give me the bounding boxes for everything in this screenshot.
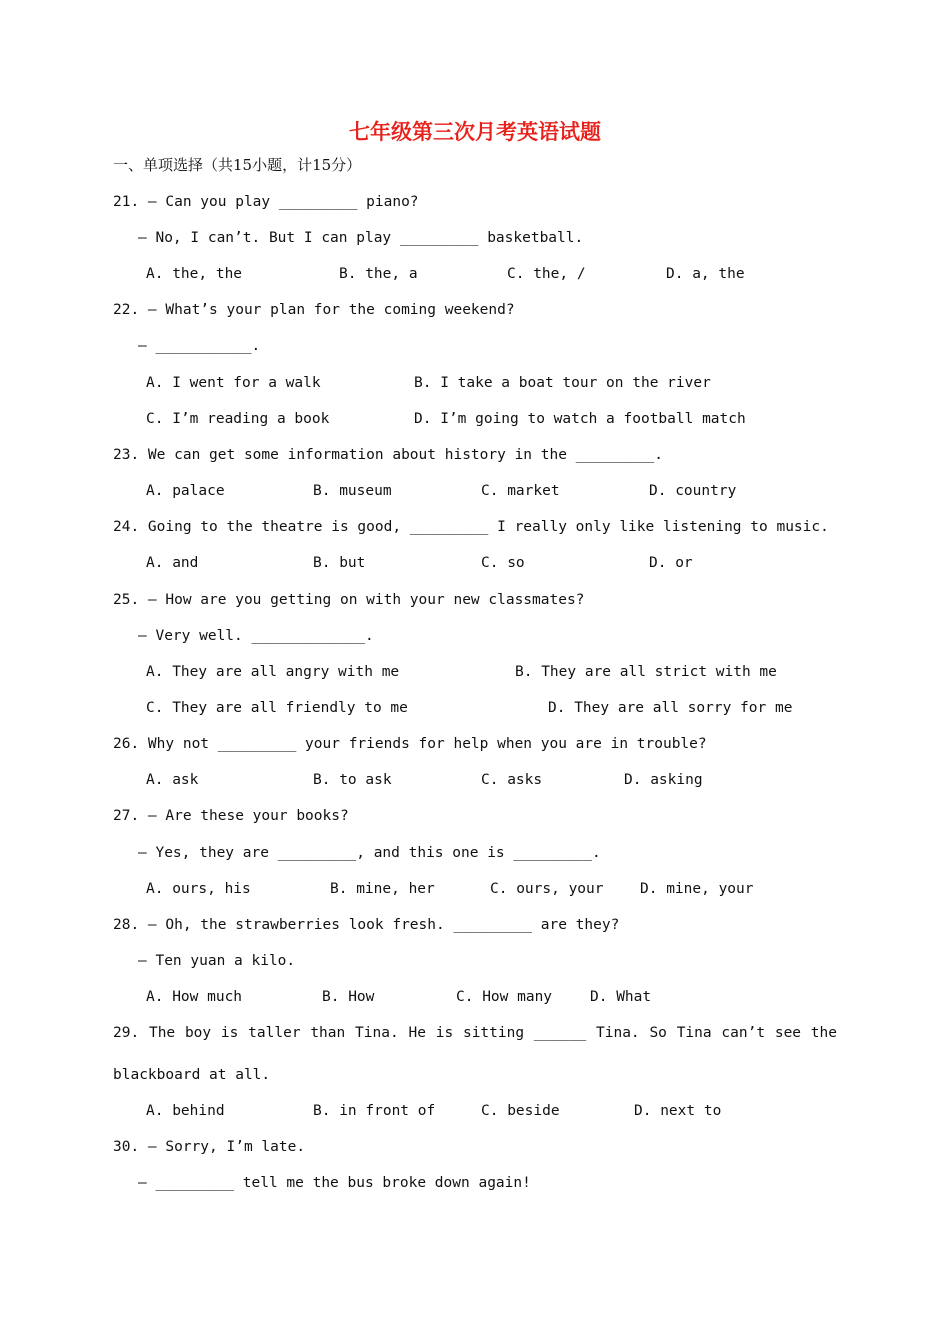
option-d: D. country: [649, 483, 737, 499]
option-c: C. market: [481, 483, 560, 499]
option-b: B. to ask: [313, 772, 392, 788]
question-stem: 28. — Oh, the strawberries look fresh. _________ are they?: [113, 917, 620, 933]
option-a: A. the, the: [146, 266, 243, 282]
option-a: A. ask: [146, 772, 199, 788]
option-c: C. How many: [456, 989, 553, 1005]
question-response: — Very well. _____________.: [138, 628, 374, 644]
exam-title: 七年级第三次月考英语试题: [349, 119, 601, 144]
question-response: — _________ tell me the bus broke down again!: [138, 1175, 531, 1191]
option-d: D. a, the: [666, 266, 745, 282]
option-c: C. asks: [481, 772, 543, 788]
question-stem: 24. Going to the theatre is good, _________ I really only like listening to music.: [113, 519, 829, 535]
question-stem: 27. — Are these your books?: [113, 808, 349, 824]
option-b: B. They are all strict with me: [515, 664, 777, 680]
option-a: A. How much: [146, 989, 243, 1005]
option-b: B. museum: [313, 483, 392, 499]
option-b: B. mine, her: [330, 881, 435, 897]
section-heading: 一、单项选择（共15小题，计15分）: [113, 156, 362, 174]
question-stem: 29. The boy is taller than Tina. He is sitting ______ Tina. So Tina can’t see the: [113, 1025, 837, 1041]
question-response: — Yes, they are _________, and this one is _________.: [138, 845, 601, 861]
option-d: D. mine, your: [640, 881, 754, 897]
option-c: C. I’m reading a book: [146, 411, 330, 427]
option-c: C. the, /: [507, 266, 586, 282]
option-b: B. How: [322, 989, 375, 1005]
option-a: A. and: [146, 555, 199, 571]
question-response: — ___________.: [138, 338, 261, 354]
question-stem: 23. We can get some information about history in the _________.: [113, 447, 663, 463]
option-d: D. asking: [624, 772, 703, 788]
option-d: D. What: [590, 989, 652, 1005]
option-d: D. or: [649, 555, 693, 571]
option-a: A. ours, his: [146, 881, 251, 897]
option-d: D. I’m going to watch a football match: [414, 411, 746, 427]
option-a: A. I went for a walk: [146, 375, 321, 391]
option-b: B. but: [313, 555, 366, 571]
option-a: A. behind: [146, 1103, 225, 1119]
question-stem: 26. Why not _________ your friends for help when you are in trouble?: [113, 736, 707, 752]
question-response: — No, I can’t. But I can play _________ basketball.: [138, 230, 584, 246]
option-b: B. the, a: [339, 266, 418, 282]
question-stem: 30. — Sorry, I’m late.: [113, 1139, 306, 1155]
option-b: B. in front of: [313, 1103, 436, 1119]
option-c: C. beside: [481, 1103, 560, 1119]
option-c: C. ours, your: [490, 881, 604, 897]
question-response: — Ten yuan a kilo.: [138, 953, 296, 969]
option-b: B. I take a boat tour on the river: [414, 375, 711, 391]
question-stem: 22. — What’s your plan for the coming weekend?: [113, 302, 515, 318]
option-a: A. They are all angry with me: [146, 664, 400, 680]
question-stem: 21. — Can you play _________ piano?: [113, 194, 419, 210]
question-stem-continued: blackboard at all.: [113, 1067, 271, 1083]
question-stem: 25. — How are you getting on with your new classmates?: [113, 592, 585, 608]
option-d: D. next to: [634, 1103, 722, 1119]
option-c: C. They are all friendly to me: [146, 700, 408, 716]
option-c: C. so: [481, 555, 525, 571]
option-d: D. They are all sorry for me: [548, 700, 793, 716]
option-a: A. palace: [146, 483, 225, 499]
